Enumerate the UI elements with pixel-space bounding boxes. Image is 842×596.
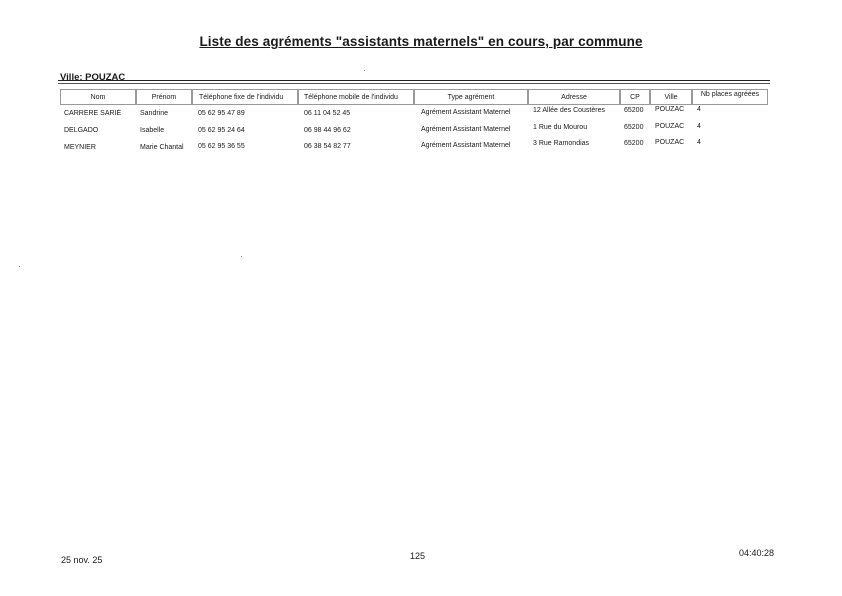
column-header-ville: Ville <box>650 89 692 105</box>
table-cell-cp: 65200 <box>624 124 644 131</box>
column-header-cp: CP <box>620 89 650 105</box>
table-cell-nom: MEYNIER <box>64 144 96 151</box>
table-cell-telephone-mobile: 06 11 04 52 45 <box>304 110 351 117</box>
table-cell-type-agrement: Agrément Assistant Maternel <box>421 126 511 133</box>
footer-page-number: 125 <box>410 551 426 561</box>
table-cell-nom: CARRERE SARIÉ <box>64 110 122 117</box>
scan-speck <box>241 256 242 257</box>
page-title: Liste des agréments "assistants maternels" en cours, par commune <box>199 34 643 49</box>
column-header-telephone-mobile: Téléphone mobile de l'individu <box>298 89 414 105</box>
table-cell-type-agrement: Agrément Assistant Maternel <box>421 142 511 149</box>
table-cell-nb-places: 4 <box>697 106 701 113</box>
table-cell-ville: POUZAC <box>655 139 685 146</box>
table-cell-ville: POUZAC <box>655 106 685 113</box>
table-cell-telephone-fixe: 05 62 95 24 64 <box>198 127 245 134</box>
scan-speck <box>364 70 365 71</box>
table-cell-nom: DELGADO <box>64 127 99 134</box>
column-header-telephone-fixe: Téléphone fixe de l'individu <box>192 89 298 105</box>
table-cell-adresse: 12 Allée des Coustères <box>533 107 605 114</box>
table-cell-prenom: Sandrine <box>140 110 169 117</box>
divider <box>58 80 770 81</box>
divider <box>58 83 770 84</box>
table-cell-telephone-fixe: 05 62 95 47 89 <box>198 110 245 117</box>
table-cell-nb-places: 4 <box>697 123 701 130</box>
table-cell-adresse: 3 Rue Ramondias <box>533 140 590 147</box>
column-header-prenom: Prénom <box>136 89 192 105</box>
footer-time: 04:40:28 <box>739 548 775 558</box>
scan-speck <box>19 266 20 267</box>
city-heading: Ville: POUZAC <box>60 72 126 83</box>
table-cell-cp: 65200 <box>624 140 644 147</box>
table-cell-telephone-mobile: 06 38 54 82 77 <box>304 143 351 150</box>
footer-date: 25 nov. 25 <box>61 555 103 565</box>
table-cell-prenom: Isabelle <box>140 127 165 134</box>
column-header-type-agrement: Type agrément <box>414 89 528 105</box>
column-header-adresse: Adresse <box>528 89 620 105</box>
table-cell-adresse: 1 Rue du Mourou <box>533 124 588 131</box>
table-cell-nb-places: 4 <box>697 139 701 146</box>
table-cell-prenom: Marie Chantal <box>140 144 184 151</box>
table-cell-telephone-fixe: 05 62 95 36 55 <box>198 143 245 150</box>
column-header-nb-places: Nb places agréées <box>692 89 768 105</box>
table-cell-ville: POUZAC <box>655 123 685 130</box>
table-cell-telephone-mobile: 06 98 44 96 62 <box>304 127 351 134</box>
column-header-nom: Nom <box>60 89 136 105</box>
table-cell-type-agrement: Agrément Assistant Maternel <box>421 109 511 116</box>
table-cell-cp: 65200 <box>624 107 644 114</box>
